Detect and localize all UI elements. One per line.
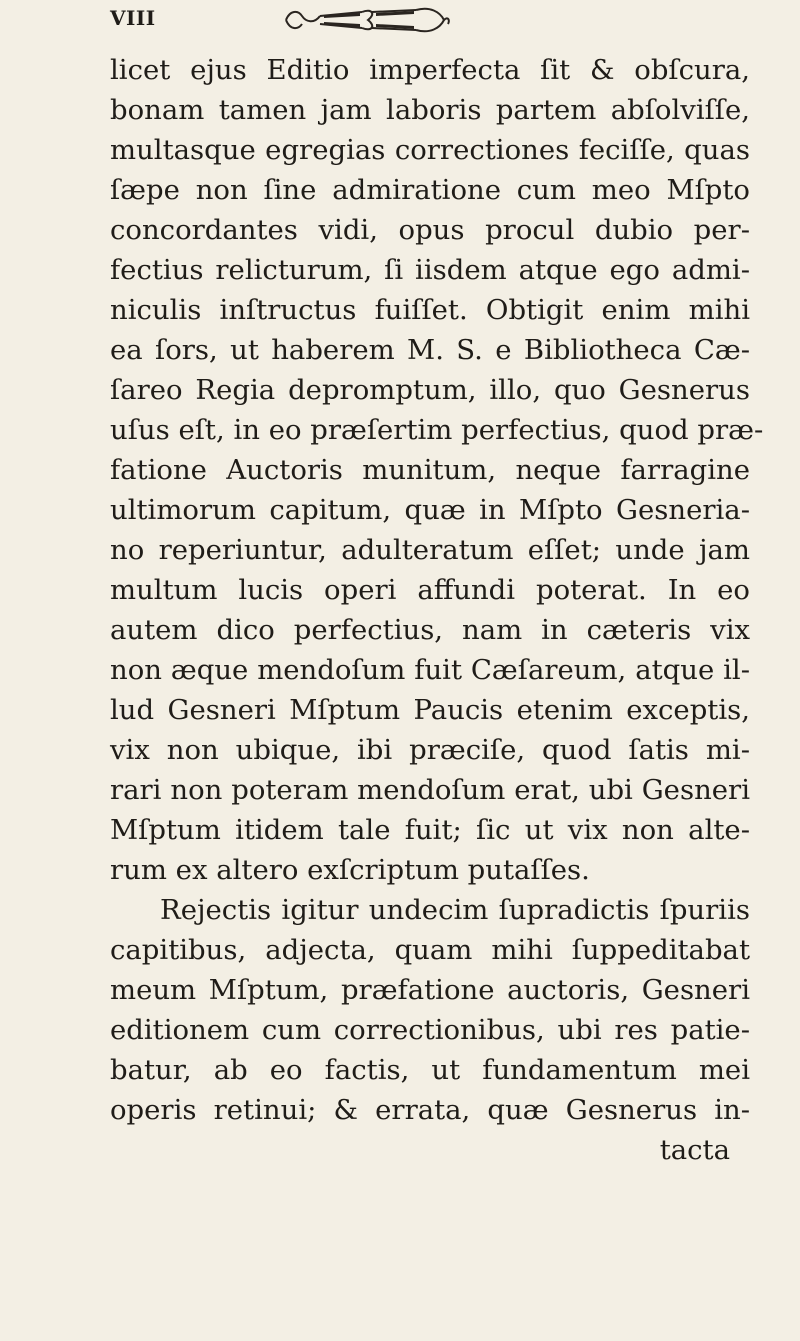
text-line: fatione Auctoris munitum, neque farragine [110,454,750,486]
text-line: rari non poteram mendoſum erat, ubi Gesneri [110,774,750,806]
text-line: Rejectis igitur undecim ſupradictis ſpuriis [160,894,750,926]
catchword: tacta [659,1134,730,1166]
text-line: ſareo Regia depromptum, illo, quo Gesnerus [110,374,750,406]
text-line: meum Mſptum, præfatione auctoris, Gesneri [110,974,750,1006]
text-line: ea ſors, ut haberem M. S. e Bibliotheca Cæ- [110,334,750,366]
text-line: licet ejus Editio imperfecta ſit & obſcura, [110,54,750,86]
running-head [110,2,630,42]
text-line: vix non ubique, ibi præciſe, quod ſatis mi- [110,734,750,766]
text-line: operis retinui; & errata, quæ Gesnerus in- [110,1094,750,1126]
main-text [110,50,764,1170]
text-line: multum lucis operi affundi poterat. In eo [110,574,750,606]
text-line: ultimorum capitum, quæ in Mſpto Gesneria- [110,494,750,526]
text-line: fectius relicturum, ſi iisdem atque ego admi- [110,254,750,286]
text-line: capitibus, adjecta, quam mihi ſuppeditabat [110,934,750,966]
text-line: non æque mendoſum fuit Cæſareum, atque il- [110,654,750,686]
text-line: no reperiuntur, adulteratum eſſet; unde jam [110,534,750,566]
text-line: ſæpe non ſine admiratione cum meo Mſpto [110,174,750,206]
text-line: uſus eſt, in eo præſertim perfectius, quod præ- [110,414,764,446]
text-line: editionem cum correctionibus, ubi res patie- [110,1014,750,1046]
text-line: autem dico perfectius, nam in cæteris vix [110,614,750,646]
text-line: niculis inſtructus fuiſſet. Obtigit enim mihi [110,294,750,326]
text-line: bonam tamen jam laboris partem abſolviſſe, [110,94,750,126]
headband-ornament-icon [280,2,455,36]
text-line: batur, ab eo factis, ut fundamentum mei [110,1054,750,1086]
text-line: multasque egregias correctiones feciſſe, quas [110,134,750,166]
text-line: concordantes vidi, opus procul dubio per- [110,214,750,246]
text-line: lud Gesneri Mſptum Paucis etenim exceptis, [110,694,750,726]
text-line: Mſptum itidem tale fuit; ſic ut vix non alte- [110,814,750,846]
signature-mark: VIII [110,6,156,30]
text-line: rum ex altero exſcriptum putaſſes. [110,854,590,886]
